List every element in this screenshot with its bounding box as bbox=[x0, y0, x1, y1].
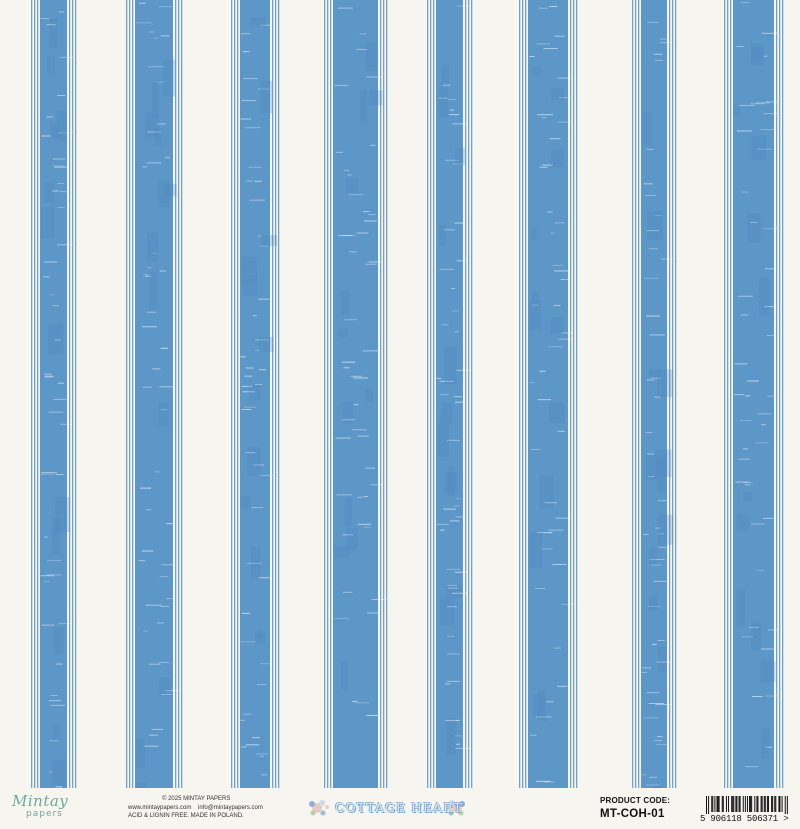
pinstripe-line bbox=[525, 0, 526, 788]
barcode-digits: 5 906118 506371 > bbox=[700, 814, 789, 824]
pinstripe-line bbox=[181, 0, 182, 788]
pinstripe-line bbox=[576, 0, 577, 788]
blue-stripe bbox=[436, 0, 463, 788]
pinstripe-line bbox=[519, 0, 520, 788]
notice-text: ACID & LIGNIN FREE. MADE IN POLAND. bbox=[128, 813, 244, 819]
pinstripe-line bbox=[724, 0, 725, 788]
pinstripe-line bbox=[69, 0, 70, 788]
pinstripe-line bbox=[465, 0, 466, 788]
pinstripe-line bbox=[522, 0, 523, 788]
pinstripe-line bbox=[275, 0, 276, 788]
product-code-block bbox=[600, 796, 695, 820]
pinstripe-line bbox=[324, 0, 325, 788]
paper-footer bbox=[0, 788, 800, 829]
barcode-bars bbox=[700, 796, 796, 814]
pinstripe-line bbox=[730, 0, 731, 788]
pinstripe-line bbox=[132, 0, 133, 788]
product-code-label: PRODUCT CODE: bbox=[600, 796, 671, 805]
pinstripe-line bbox=[430, 0, 431, 788]
barcode bbox=[700, 796, 796, 828]
pinstripe-line bbox=[72, 0, 73, 788]
pinstripe-line bbox=[327, 0, 328, 788]
pinstripe-line bbox=[175, 0, 176, 788]
pinstripe-line bbox=[727, 0, 728, 788]
pinstripe-line bbox=[635, 0, 636, 788]
collection-logo bbox=[305, 793, 470, 823]
copyright-text: © 2025 MINTAY PAPERS bbox=[162, 796, 231, 802]
pinstripe-line bbox=[380, 0, 381, 788]
pinstripe-line bbox=[782, 0, 783, 788]
pinstripe-line bbox=[129, 0, 130, 788]
pinstripe-line bbox=[31, 0, 32, 788]
blue-stripe bbox=[528, 0, 568, 788]
pinstripe-line bbox=[34, 0, 35, 788]
pinstripe-line bbox=[272, 0, 273, 788]
pinstripe-line bbox=[776, 0, 777, 788]
pinstripe-line bbox=[638, 0, 639, 788]
pinstripe-line bbox=[37, 0, 38, 788]
pinstripe-line bbox=[278, 0, 279, 788]
pinstripe-line bbox=[75, 0, 76, 788]
publisher-info bbox=[128, 795, 298, 821]
pinstripe-line bbox=[386, 0, 387, 788]
pinstripe-line bbox=[383, 0, 384, 788]
mintay-logo bbox=[12, 792, 72, 826]
pinstripe-line bbox=[779, 0, 780, 788]
pinstripe-line bbox=[433, 0, 434, 788]
pinstripe-line bbox=[237, 0, 238, 788]
logo-sub-text: papers bbox=[26, 809, 63, 819]
pinstripe-line bbox=[573, 0, 574, 788]
website-text: www.mintaypapers.com bbox=[128, 804, 192, 811]
email-text: info@mintaypapers.com bbox=[198, 804, 263, 811]
pinstripe-line bbox=[178, 0, 179, 788]
pinstripe-line bbox=[632, 0, 633, 788]
pinstripe-line bbox=[471, 0, 472, 788]
logo-script-text: Mintay bbox=[12, 792, 69, 810]
pinstripe-line bbox=[234, 0, 235, 788]
pinstripe-line bbox=[231, 0, 232, 788]
pinstripe-line bbox=[427, 0, 428, 788]
contact-line bbox=[128, 804, 298, 813]
pinstripe-line bbox=[330, 0, 331, 788]
pinstripe-line bbox=[570, 0, 571, 788]
pinstripe-line bbox=[675, 0, 676, 788]
collection-name: COTTAGE HEART bbox=[335, 800, 463, 815]
product-code-value: MT-COH-01 bbox=[600, 808, 665, 820]
pinstripe-line bbox=[468, 0, 469, 788]
pinstripe-line bbox=[126, 0, 127, 788]
